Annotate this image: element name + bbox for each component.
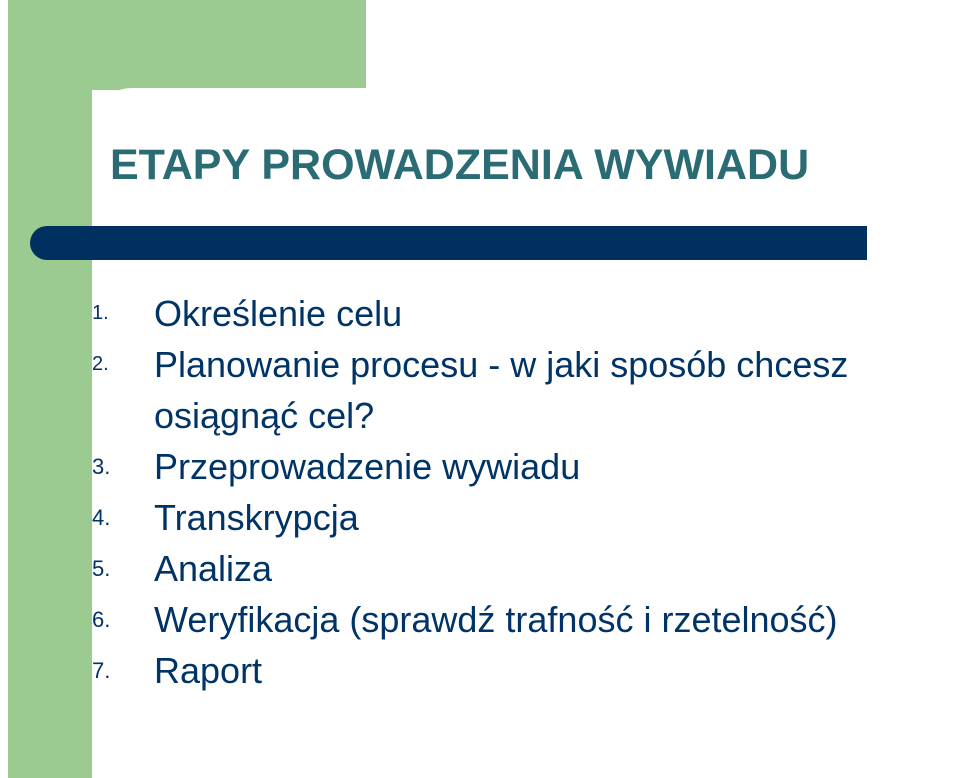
green-side-band	[8, 0, 92, 778]
step-text: Weryfikacja (sprawdź trafność i rzetelność)	[154, 599, 838, 640]
list-item-1	[92, 288, 954, 339]
green-top-block	[8, 0, 366, 90]
step-text: Transkrypcja	[154, 497, 359, 538]
step-number: 2.	[92, 353, 109, 375]
step-number: 6.	[92, 607, 111, 632]
list-item-7	[92, 645, 954, 696]
step-number: 1.	[92, 302, 109, 324]
list-item-6	[92, 594, 954, 645]
title-divider-bar	[30, 226, 867, 260]
step-text: Planowanie procesu - w jaki sposób chcesz osiągnąć cel?	[154, 344, 849, 436]
slide-title: ETAPY PROWADZENIA WYWIADU	[110, 141, 810, 189]
step-number: 4.	[92, 505, 111, 530]
step-text: Raport	[154, 650, 263, 691]
step-text: Przeprowadzenie wywiadu	[154, 446, 581, 487]
steps-list	[92, 288, 954, 696]
list-item-2	[92, 339, 954, 441]
list-item-5	[92, 543, 954, 594]
list-item-4	[92, 492, 954, 543]
step-number: 7.	[92, 658, 111, 683]
step-number: 5.	[92, 556, 111, 581]
list-item-3	[92, 441, 954, 492]
step-text: Określenie celu	[154, 293, 403, 334]
step-number: 3.	[92, 454, 111, 479]
step-text: Analiza	[154, 548, 273, 589]
